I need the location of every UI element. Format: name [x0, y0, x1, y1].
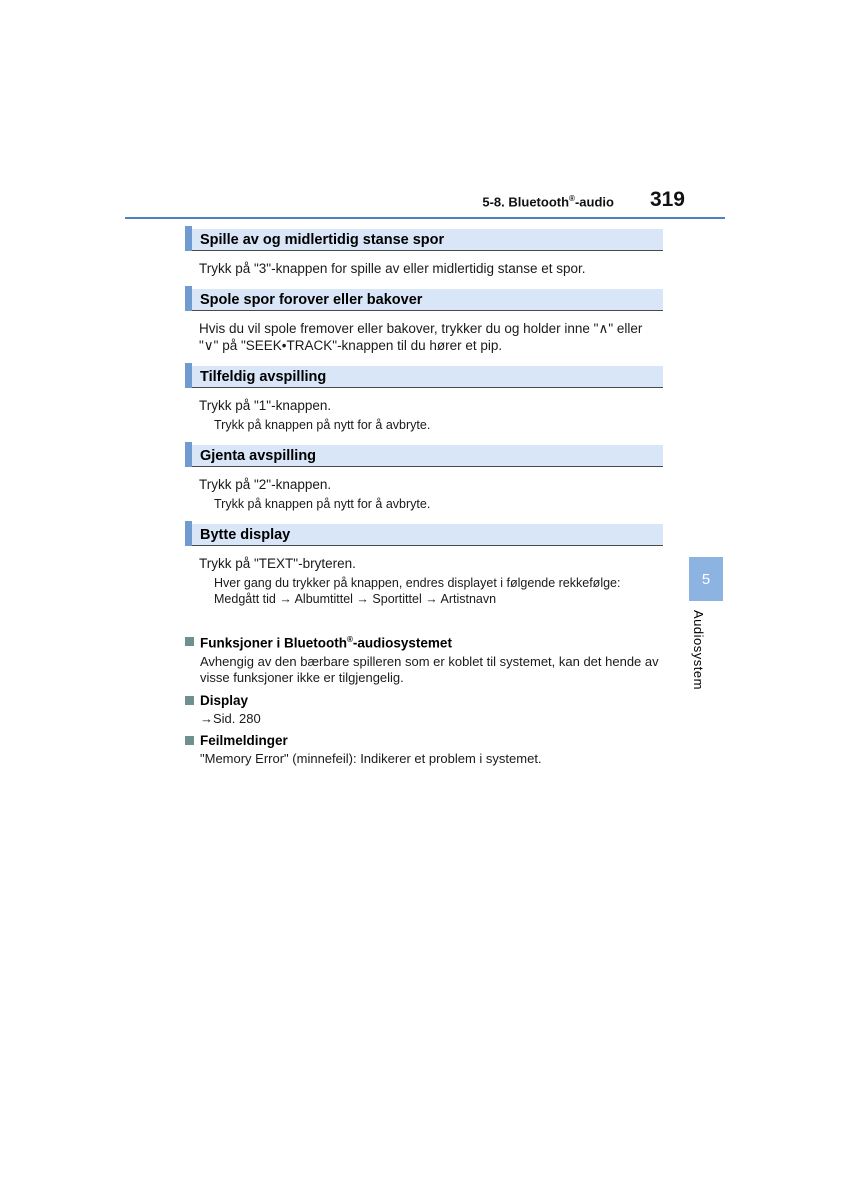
heading-accent-bar	[185, 286, 192, 311]
registered-mark: ®	[347, 635, 353, 644]
header-section-title	[482, 194, 614, 209]
note-body: Avhengig av den bærbare spilleren som er koblet til systemet, kan det hende av visse funksjoner ikke er tilgjengelig.	[200, 653, 659, 685]
section-display-toggle	[185, 524, 663, 607]
note-title-prefix: Feilmeldinger	[200, 733, 288, 748]
section-body: Trykk på "2"-knappen.	[199, 477, 332, 492]
square-bullet-icon	[185, 637, 194, 646]
section-body: Trykk på "TEXT"-bryteren.	[199, 556, 356, 571]
note-title-prefix: Display	[200, 692, 249, 708]
section-title: Bytte display	[200, 526, 291, 543]
section-heading-bar	[185, 524, 663, 546]
content-column	[185, 229, 663, 773]
section-body: Hvis du vil spole fremover eller bakover, trykker du og holder inne "∧" eller "∨" på "SEEK•TRACK"-knappen til du hører et pip.	[199, 321, 643, 353]
chapter-tab-number: 5	[701, 570, 711, 588]
chapter-tab	[689, 557, 723, 601]
note-title-suffix: -audiosystemet	[352, 635, 452, 651]
note-title	[185, 732, 663, 749]
note-bluetooth-functions	[185, 631, 663, 687]
note-title-text	[200, 692, 248, 709]
section-title: Spole spor forover eller bakover	[200, 291, 423, 308]
section-heading-bar	[185, 229, 663, 251]
chapter-side-label: Audiosystem	[691, 610, 706, 690]
heading-accent-bar	[185, 363, 192, 388]
page-header	[125, 188, 685, 212]
heading-accent-bar	[185, 442, 192, 467]
note-title-text	[200, 732, 288, 749]
section-title: Tilfeldig avspilling	[200, 368, 327, 385]
note-error-messages	[185, 732, 663, 768]
section-subnote: Trykk på knappen på nytt for å avbryte.	[214, 418, 431, 432]
section-play-pause	[185, 229, 663, 277]
note-body: "Memory Error" (minnefeil): Indikerer et problem i systemet.	[200, 751, 542, 766]
section-subnote: Medgått tid → Albumtittel → Sportittel → Artistnavn	[214, 592, 497, 606]
section-random	[185, 366, 663, 433]
section-heading-bar	[185, 445, 663, 467]
section-title: Gjenta avspilling	[200, 447, 317, 464]
section-subnote: Trykk på knappen på nytt for å avbryte.	[214, 497, 431, 511]
note-title-prefix: Funksjoner i Bluetooth	[200, 635, 347, 651]
note-display	[185, 692, 663, 728]
header-rule	[125, 217, 725, 219]
header-section-prefix: 5-8. Bluetooth	[482, 194, 570, 209]
header-section-suffix: -audio	[574, 194, 614, 209]
square-bullet-icon	[185, 736, 194, 745]
page-number: 319	[649, 188, 685, 211]
square-bullet-icon	[185, 696, 194, 705]
section-seek	[185, 289, 663, 354]
section-heading-bar	[185, 289, 663, 311]
section-title: Spille av og midlertidig stanse spor	[200, 231, 445, 248]
heading-accent-bar	[185, 521, 192, 546]
section-repeat	[185, 445, 663, 512]
section-heading-bar	[185, 366, 663, 388]
section-subnote: Hver gang du trykker på knappen, endres displayet i følgende rekkefølge:	[214, 576, 621, 590]
note-title	[185, 692, 663, 709]
note-title	[185, 631, 663, 652]
notes-list	[185, 631, 663, 768]
heading-accent-bar	[185, 226, 192, 251]
registered-mark: ®	[569, 193, 575, 203]
section-body: Trykk på "3"-knappen for spille av eller midlertidig stanse et spor.	[199, 261, 586, 276]
section-body: Trykk på "1"-knappen.	[199, 398, 332, 413]
note-body-page-reference: →Sid. 280	[200, 710, 261, 726]
note-title-text	[200, 631, 452, 652]
